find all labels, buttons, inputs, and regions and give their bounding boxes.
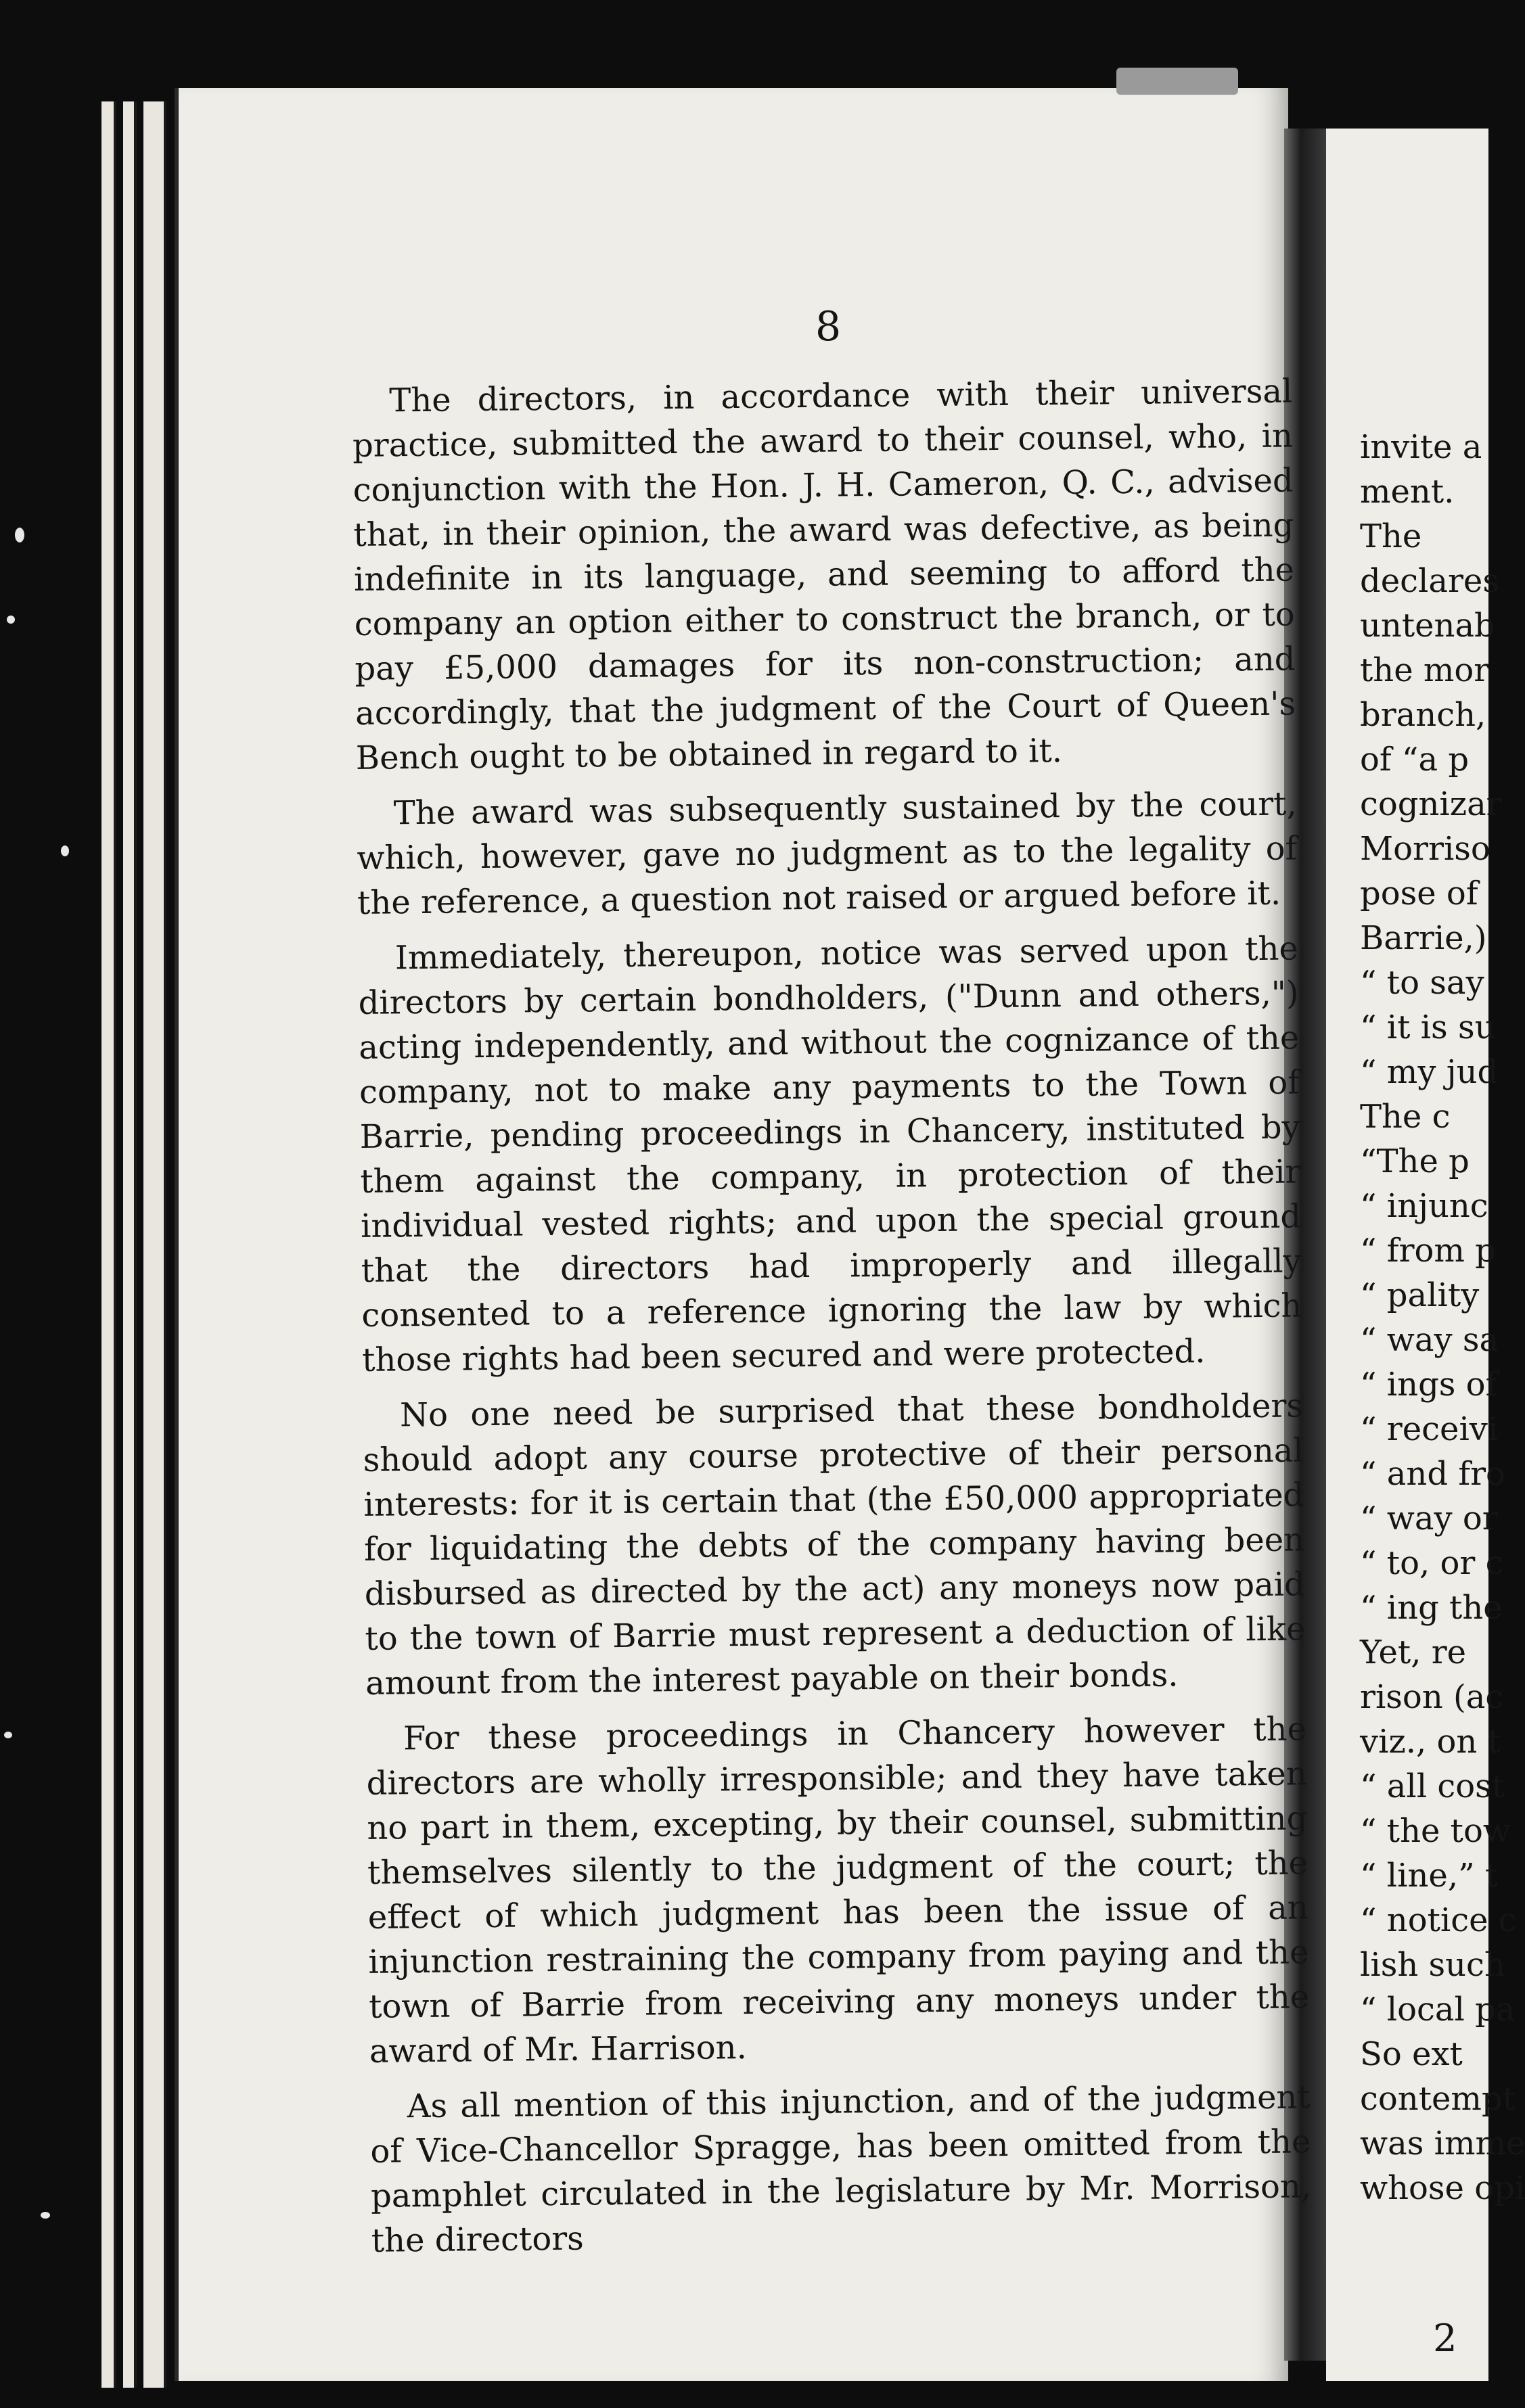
right-line: “The p xyxy=(1360,1142,1470,1180)
right-page-body xyxy=(1360,425,1525,2210)
right-line: pose of xyxy=(1360,875,1478,912)
right-line: So ext xyxy=(1360,2035,1463,2073)
right-line: “ injunc xyxy=(1360,1187,1488,1225)
right-line: was imme xyxy=(1360,2125,1525,2162)
right-line: The c xyxy=(1360,1098,1451,1136)
right-line: of “a p xyxy=(1360,741,1470,779)
scan-speck xyxy=(1116,68,1238,95)
paragraph: The award was subsequently sustained by the court, which, however, gave no judgment as to the legality of the reference, a question not raised or argued before it. xyxy=(357,785,1298,922)
page-stack-edge xyxy=(101,101,116,2388)
left-page-body xyxy=(352,369,1312,2273)
right-line: invite a xyxy=(1360,428,1482,466)
right-page-signature-mark: 2 xyxy=(1433,2317,1457,2361)
right-line: Yet, re xyxy=(1360,1634,1467,1671)
right-line: contempt xyxy=(1360,2080,1516,2118)
right-line: whose opi xyxy=(1360,2169,1525,2207)
right-line: branch, xyxy=(1360,696,1486,734)
right-line: ment. xyxy=(1360,473,1455,511)
right-line: Barrie,) xyxy=(1360,919,1487,957)
page-number: 8 xyxy=(815,303,842,350)
right-line: rison (ac xyxy=(1360,1678,1504,1716)
right-line: declares xyxy=(1360,562,1499,600)
right-line: “ local pa xyxy=(1360,1991,1516,2029)
right-line: “ pality xyxy=(1360,1276,1480,1314)
right-line: “ my jud xyxy=(1360,1053,1499,1091)
right-line: viz., on t xyxy=(1360,1723,1501,1761)
paragraph: Immediately, thereupon, notice was served upon the directors by certain bondholders, ("Dunn and others,") acting independently, and without the cognizance of the company, not to make any payments to the Town of Barrie, pending proceedings in Chancery, instituted by them against the company, in protection of their individual vested rights; and upon the special ground that the directors had improperly and illegally consented to a reference ignoring the law by which those rights had been secured and were protected. xyxy=(358,929,1302,1379)
right-line: “ to say xyxy=(1360,964,1484,1002)
right-line: the mor xyxy=(1360,651,1490,689)
right-line: untenab xyxy=(1360,607,1495,645)
right-line: “ ing the xyxy=(1360,1589,1503,1627)
right-line: “ line,” t xyxy=(1360,1857,1499,1895)
scan-speck xyxy=(15,528,24,542)
right-line: “ notice c xyxy=(1360,1901,1517,1939)
paragraph: The directors, in accordance with their universal practice, submitted the award to their counsel, who, in conjunction with the Hon. J. H. Cameron, Q. C., advised that, in their opinion, the award was defective, as being indefinite in its language, and seeming to afford the company an option either to construct the branch, or to pay £5,000 damages for its non-construction; and accordingly, that the judgment of the Court of Queen's Bench ought to be obtained in regard to it. xyxy=(352,372,1296,777)
paragraph: No one need be surprised that these bondholders should adopt any course protective of their personal interests: for it is certain that (the £50,000 appropriated for liquidating the debts of the company having been disbursed as directed by the act) any moneys now paid to the town of Barrie must represent a deduction of like amount from the interest payable on their bonds. xyxy=(363,1387,1306,1703)
right-line: “ from p xyxy=(1360,1232,1496,1270)
page-stack-edge xyxy=(123,101,137,2388)
right-line: “ it is su xyxy=(1360,1009,1496,1046)
right-line: “ all cost xyxy=(1360,1767,1505,1805)
scan-speck xyxy=(4,1732,12,1738)
right-line: cognizar xyxy=(1360,785,1502,823)
page-stack-edge xyxy=(143,101,166,2388)
right-line: “ and fro xyxy=(1360,1455,1505,1493)
scan-speck xyxy=(61,846,69,856)
right-line: “ way sa xyxy=(1360,1321,1499,1359)
right-line: Morriso xyxy=(1360,830,1490,868)
right-line: “ receivi xyxy=(1360,1410,1499,1448)
right-line: lish such xyxy=(1360,1946,1505,1984)
paragraph: As all mention of this injunction, and of the judgment of Vice-Chancellor Spragge, has been omitted from the pamphlet circulated in the legislature by Mr. Morrison, the directors xyxy=(370,2078,1312,2260)
right-line: “ the tow xyxy=(1360,1812,1511,1850)
right-line: “ way or xyxy=(1360,1500,1498,1537)
scan-speck xyxy=(7,616,15,624)
scan-speck xyxy=(41,2212,50,2219)
paragraph: For these proceedings in Chancery however the directors are wholly irresponsible; and they have taken no part in them, excepting, by their counsel, submitting themselves silently to the judgment of the court; the effect of which judgment has been the issue of an injunction restraining the company from paying and the town of Barrie from receiving any moneys under the award of Mr. Harrison. xyxy=(366,1710,1310,2070)
right-line: The xyxy=(1360,517,1422,555)
right-line: “ ings of xyxy=(1360,1366,1498,1404)
right-line: “ to, or c xyxy=(1360,1544,1504,1582)
